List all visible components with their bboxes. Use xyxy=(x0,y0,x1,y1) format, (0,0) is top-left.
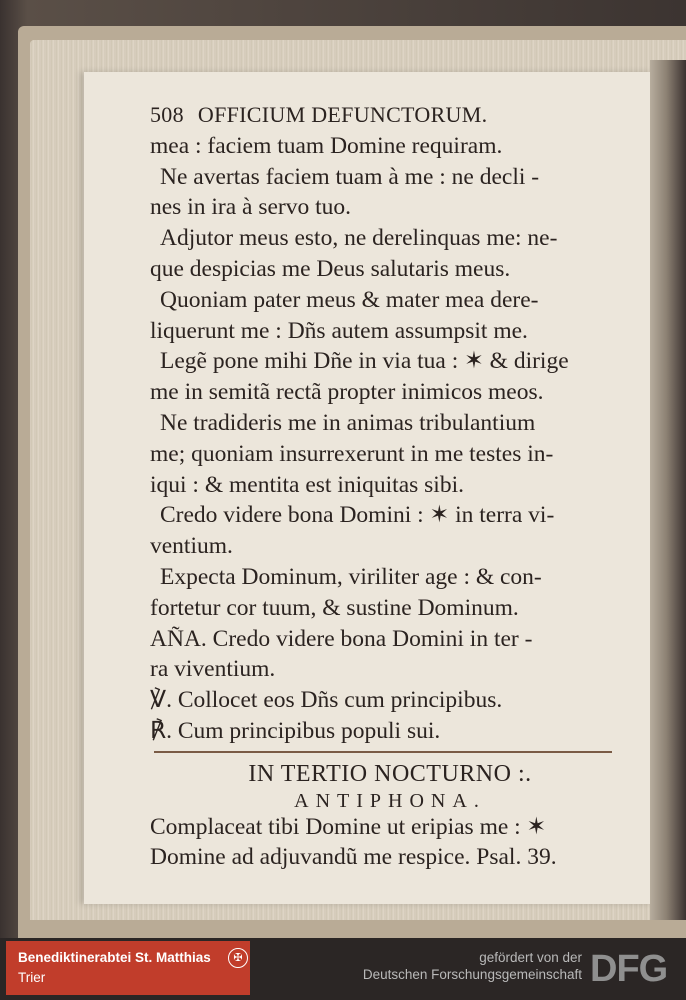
funding-line: Deutschen Forschungsgemeinschaft xyxy=(362,967,582,982)
text-line: Adjutor meus esto, ne derelinquas me: ne- xyxy=(160,225,558,252)
section-subtitle: ANTIPHONA. xyxy=(294,789,486,812)
funding-note xyxy=(363,949,582,983)
text-line: me; quoniam insurrexerunt in me testes in- xyxy=(150,440,554,467)
text-line: mea : faciem tuam Domine requiram. xyxy=(150,132,503,159)
institution-city: Trier xyxy=(18,970,46,985)
section-title: IN TERTIO NOCTURNO :. xyxy=(248,760,532,787)
running-header xyxy=(150,100,630,131)
text-line: fortetur cor tuum, & sustine Dominum. xyxy=(150,594,519,621)
antiphon-line: Domine ad adjuvandũ me respice. Psal. 39. xyxy=(150,844,557,871)
text-line: Credo videre bona Domini : ✶ in terra vi- xyxy=(160,502,555,529)
funding-line: gefördert von der xyxy=(479,950,582,965)
antiphon-line: Complaceat tibi Domine ut eripias me : ✶ xyxy=(150,813,547,840)
text-line: liquerunt me : Dñs autem assumpsit me. xyxy=(150,317,528,344)
text-line: ventium. xyxy=(150,533,233,560)
section-divider xyxy=(154,751,612,753)
text-line: iqui : & mentita est iniquitas sibi. xyxy=(150,471,464,498)
versicle-line: ℣. Collocet eos Dñs cum principibus. xyxy=(150,687,503,714)
running-title: OFFICIUM DEFUNCTORUM. xyxy=(197,102,488,127)
text-line: Expecta Dominum, viriliter age : & con- xyxy=(160,563,542,590)
text-line: AÑA. Credo videre bona Domini in ter - xyxy=(150,625,533,652)
institution-banner xyxy=(6,941,250,995)
text-line: Quoniam pater meus & mater mea dere- xyxy=(160,286,539,313)
text-line: ra viventium. xyxy=(150,656,276,683)
text-line: que despicias me Deus salutaris meus. xyxy=(150,255,511,282)
page-number: 508 xyxy=(150,102,184,127)
dfg-logo: DFG xyxy=(590,948,668,990)
book-gutter xyxy=(650,60,686,920)
text-line: Ne tradideris me in animas tribulantium xyxy=(160,409,536,436)
text-line: Legẽ pone mihi Dñe in via tua : ✶ & dirige xyxy=(160,348,569,375)
page-text xyxy=(150,100,630,873)
response-line: ℟. Cum principibus populi sui. xyxy=(150,717,441,744)
text-line: Ne avertas faciem tuam à me : ne decli - xyxy=(160,163,540,190)
institution-logo-icon: ✠ xyxy=(228,948,248,968)
institution-name: Benediktinerabtei St. Matthias xyxy=(18,950,211,965)
text-line: nes in ira à servo tuo. xyxy=(150,194,352,221)
text-line: me in semitã rectã propter inimicos meos. xyxy=(150,379,544,406)
